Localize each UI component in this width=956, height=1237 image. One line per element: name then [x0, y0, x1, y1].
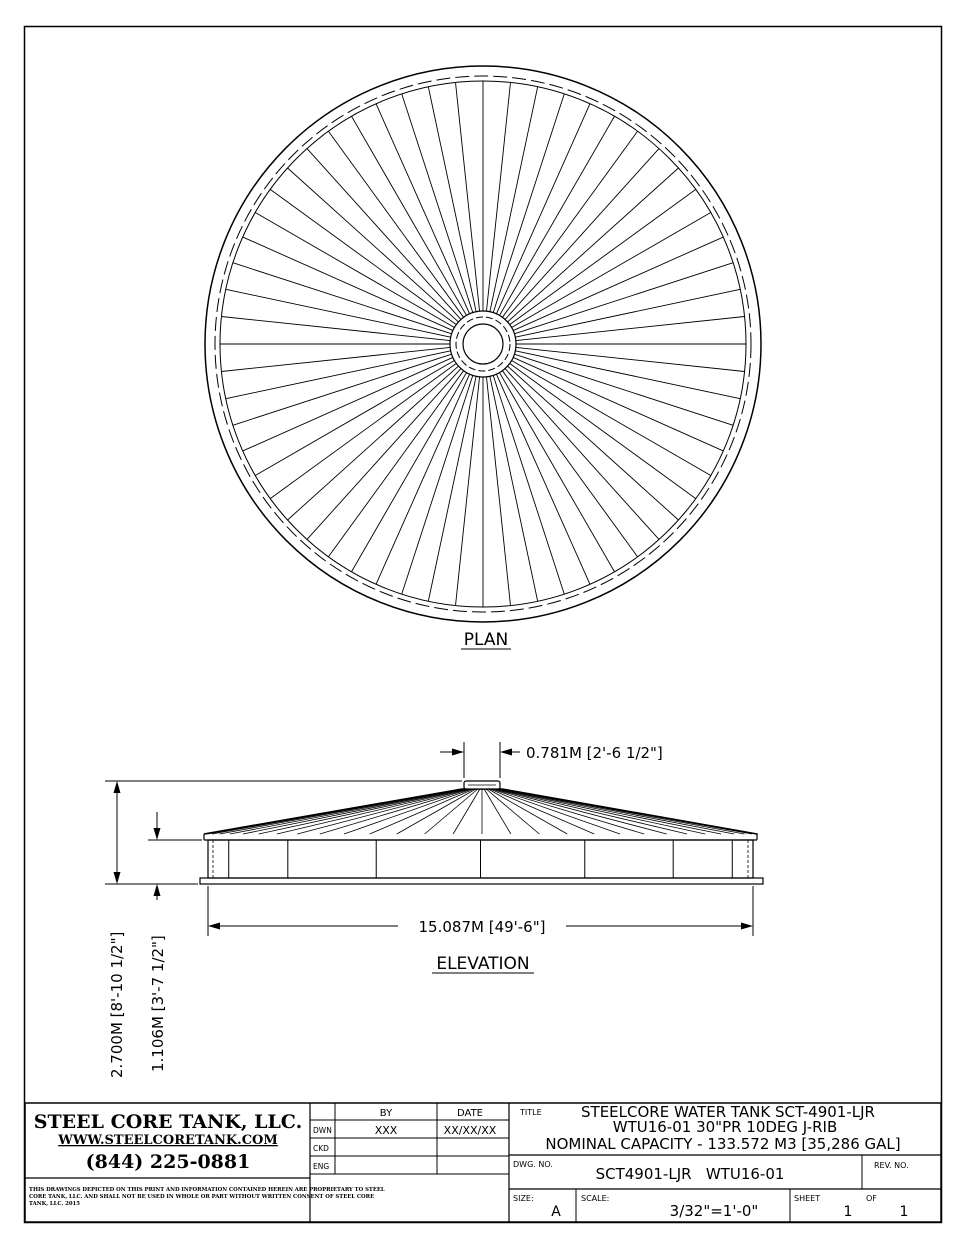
company-phone: (844) 225-0881: [85, 1151, 251, 1173]
plan-rib-line: [500, 373, 615, 572]
plan-rib-line: [307, 149, 461, 320]
plan-rib-line: [508, 168, 679, 322]
dimension-wall-height: [148, 812, 202, 1072]
sheet-value: 1: [843, 1204, 853, 1220]
dim-wall-arrow-top: [154, 828, 161, 840]
plan-rib-line: [513, 357, 723, 451]
elevation-view: [105, 742, 763, 1078]
plan-rib-line: [512, 361, 711, 476]
dim-wall-text: 1.106M [3'-7 1/2"]: [149, 935, 167, 1072]
signoff-row-eng: ENG: [313, 1162, 330, 1171]
dwg-no: SCT4901-LJR WTU16-01: [595, 1165, 785, 1183]
roof-rib-line: [277, 789, 467, 834]
signoff-dwn-by: XXX: [374, 1124, 398, 1137]
size-value: A: [551, 1204, 561, 1220]
plan-rib-line: [456, 82, 480, 311]
disclaimer-line-3: TANK, LLC. 2015: [29, 1201, 80, 1207]
plan-rib-line: [255, 361, 454, 476]
elevation-roof-ribs: [206, 789, 758, 834]
title-line-2: WTU16-01 30"PR 10DEG J-RIB: [612, 1118, 838, 1136]
dim-diameter-arrow-right: [741, 923, 753, 930]
plan-hub-inner: [463, 324, 503, 364]
title-line-3: NOMINAL CAPACITY - 133.572 M3 [35,286 GAL]: [545, 1135, 901, 1153]
dim-opening-arrow-right: [500, 749, 512, 756]
plan-rib-line: [376, 374, 470, 584]
rev-no-label: REV. NO.: [874, 1161, 909, 1170]
plan-rib-line: [288, 366, 459, 520]
dimension-diameter: [208, 886, 753, 936]
plan-rib-line: [221, 317, 450, 341]
plan-rib-line: [352, 116, 467, 315]
plan-rib-line: [486, 377, 510, 606]
title-line-1: STEELCORE WATER TANK SCT-4901-LJR: [581, 1103, 875, 1121]
roof-rib-line: [499, 789, 721, 834]
roof-rib-line: [484, 789, 511, 834]
scale-label: SCALE:: [581, 1194, 610, 1203]
plan-rib-line: [513, 237, 723, 331]
dim-opening-arrow-left: [452, 749, 464, 756]
plan-rib-line: [352, 373, 467, 572]
title-label: TITLE: [520, 1108, 542, 1117]
dim-opening-text: 0.781M [2'-6 1/2"]: [526, 744, 663, 762]
plan-rib-line: [496, 374, 590, 584]
signoff-row-dwn: DWN: [313, 1126, 332, 1135]
signoff-dwn-date: XX/XX/XX: [443, 1124, 497, 1137]
roof-rib-line: [243, 789, 465, 834]
scale-value: 3/32"=1'-0": [669, 1202, 759, 1220]
plan-rib-line: [508, 366, 679, 520]
plan-rib-line: [288, 168, 459, 322]
plan-rib-line: [456, 377, 480, 606]
plan-rib-line: [516, 347, 745, 371]
company-name: STEEL CORE TANK, LLC.: [33, 1111, 303, 1133]
dim-wall-arrow-bottom: [154, 884, 161, 896]
plan-rib-line: [496, 104, 590, 314]
dwg-no-label: DWG. NO.: [513, 1160, 553, 1169]
signoff-col-by: BY: [379, 1108, 393, 1119]
title-block: [25, 1103, 941, 1222]
sheet-label: SHEET: [794, 1194, 821, 1203]
elevation-base-plate: [200, 878, 763, 884]
dim-diameter-text: 15.087M [49'-6"]: [418, 918, 546, 936]
size-label: SIZE:: [513, 1194, 534, 1203]
signoff-col-date: DATE: [456, 1108, 484, 1119]
signoff-row-ckd: CKD: [313, 1144, 329, 1153]
plan-rib-line: [255, 213, 454, 328]
roof-rib-line: [495, 789, 666, 834]
of-label: OF: [866, 1194, 877, 1203]
plan-rib-line: [505, 369, 659, 540]
dim-total-text: 2.700M [8'-10 1/2"]: [108, 931, 126, 1078]
dim-diameter-arrow-left: [208, 923, 220, 930]
plan-rib-line: [516, 317, 745, 341]
roof-rib-line: [453, 789, 480, 834]
dim-total-arrow-top: [114, 781, 121, 793]
plan-rib-line: [307, 369, 461, 540]
plan-label: PLAN: [463, 630, 509, 650]
dimension-opening: [440, 742, 663, 778]
disclaimer-line-2: CORE TANK, LLC. AND SHALL NOT BE USED IN WHOLE OR PART WITHOUT WRITTEN CONSENT OF STEEL CORE: [29, 1194, 375, 1200]
disclaimer-line-1: THIS DRAWINGS DEPICTED ON THIS PRINT AND INFORMATION CONTAINED HEREIN ARE PROPRIETARY TO STEEL: [29, 1187, 385, 1193]
elevation-label: ELEVATION: [436, 954, 530, 974]
plan-rib-line: [486, 82, 510, 311]
plan-rib-line: [505, 149, 659, 320]
roof-rib-line: [497, 789, 687, 834]
plan-view: [205, 66, 761, 650]
plan-rib-line: [500, 116, 615, 315]
plan-rib-line: [376, 104, 470, 314]
company-website: WWW.STEELCORETANK.COM: [58, 1133, 278, 1148]
elevation-wall-panels: [229, 840, 733, 878]
plan-rib-line: [243, 237, 453, 331]
roof-rib-line: [500, 789, 734, 834]
of-value: 1: [899, 1204, 909, 1220]
dim-total-arrow-bottom: [114, 872, 121, 884]
roof-rib-line: [297, 789, 468, 834]
plan-rib-line: [221, 347, 450, 371]
plan-rib-line: [243, 357, 453, 451]
plan-rib-line: [512, 213, 711, 328]
